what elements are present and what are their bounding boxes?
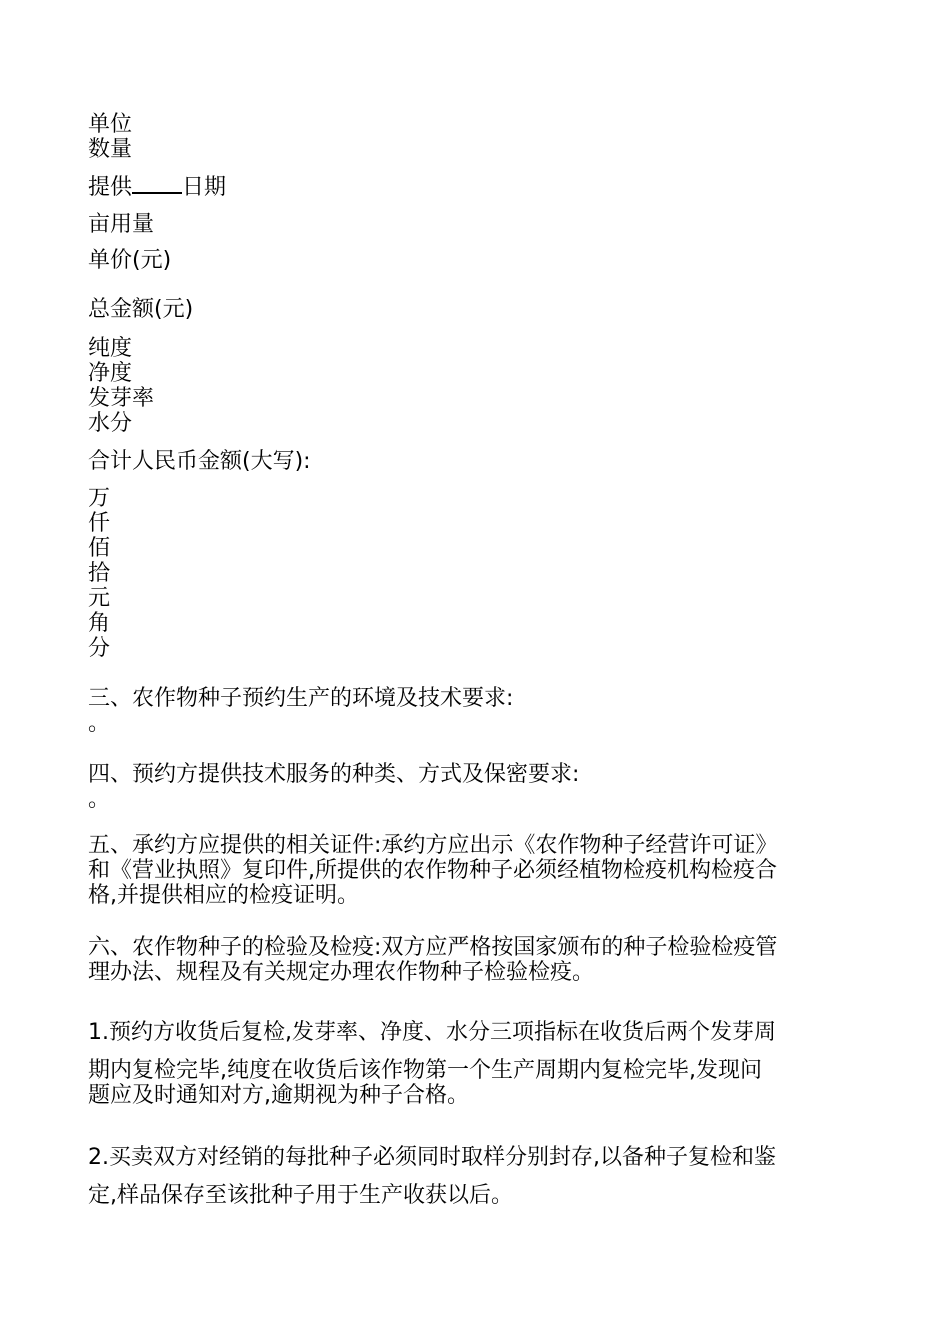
section-3-fill: 。 [88,711,111,736]
item-2-line-2: 定,样品保存至该批种子用于生产收获以后。 [88,1183,513,1208]
amount-unit-shi: 拾 [88,561,111,586]
amount-unit-yuan: 元 [88,586,111,611]
amount-unit-wan: 万 [88,486,111,511]
field-per-mu-usage: 亩用量 [88,212,155,237]
item-1-line-3: 题应及时通知对方,逾期视为种子合格。 [88,1083,469,1108]
field-germination-rate: 发芽率 [88,386,155,411]
section-6-line-2: 理办法、规程及有关规定办理农作物种子检验检疫。 [88,960,595,985]
item-1-line-2: 期内复检完毕,纯度在收货后该作物第一个生产周期内复检完毕,发现问 [88,1058,762,1083]
field-unit-price: 单价(元) [88,248,172,273]
section-4-fill: 。 [88,787,111,812]
supply-prefix: 提供 [88,175,133,200]
section-5-line-2: 和《营业执照》复印件,所提供的农作物种子必须经植物检疫机构检疫合 [88,858,777,883]
section-6-line-1: 六、农作物种子的检验及检疫:双方应严格按国家颁布的种子检验检疫管 [88,935,778,960]
field-total-amount: 总金额(元) [88,297,194,322]
section-3-heading: 三、农作物种子预约生产的环境及技术要求: [88,686,514,711]
amount-unit-jiao: 角 [88,611,111,636]
field-supply-date [88,173,226,200]
section-5-line-1: 五、承约方应提供的相关证件:承约方应出示《农作物种子经营许可证》 [88,833,778,858]
item-2-line-1: 2.买卖双方对经销的每批种子必须同时取样分别封存,以备种子复检和鉴 [88,1145,776,1170]
field-moisture: 水分 [88,411,133,436]
field-rmb-total-caps: 合计人民币金额(大写): [88,449,311,474]
field-cleanliness: 净度 [88,361,133,386]
field-unit: 单位 [88,112,133,137]
amount-unit-fen: 分 [88,636,111,661]
section-4-heading: 四、预约方提供技术服务的种类、方式及保密要求: [88,762,580,787]
amount-unit-qian: 仟 [88,511,111,536]
fill-blank [132,173,182,194]
item-1-line-1: 1.预约方收货后复检,发芽率、净度、水分三项指标在收货后两个发芽周 [88,1020,776,1045]
field-purity: 纯度 [88,336,133,361]
amount-unit-bai: 佰 [88,536,111,561]
section-5-line-3: 格,并提供相应的检疫证明。 [88,883,359,908]
supply-suffix: 日期 [182,175,227,200]
field-quantity: 数量 [88,137,133,162]
